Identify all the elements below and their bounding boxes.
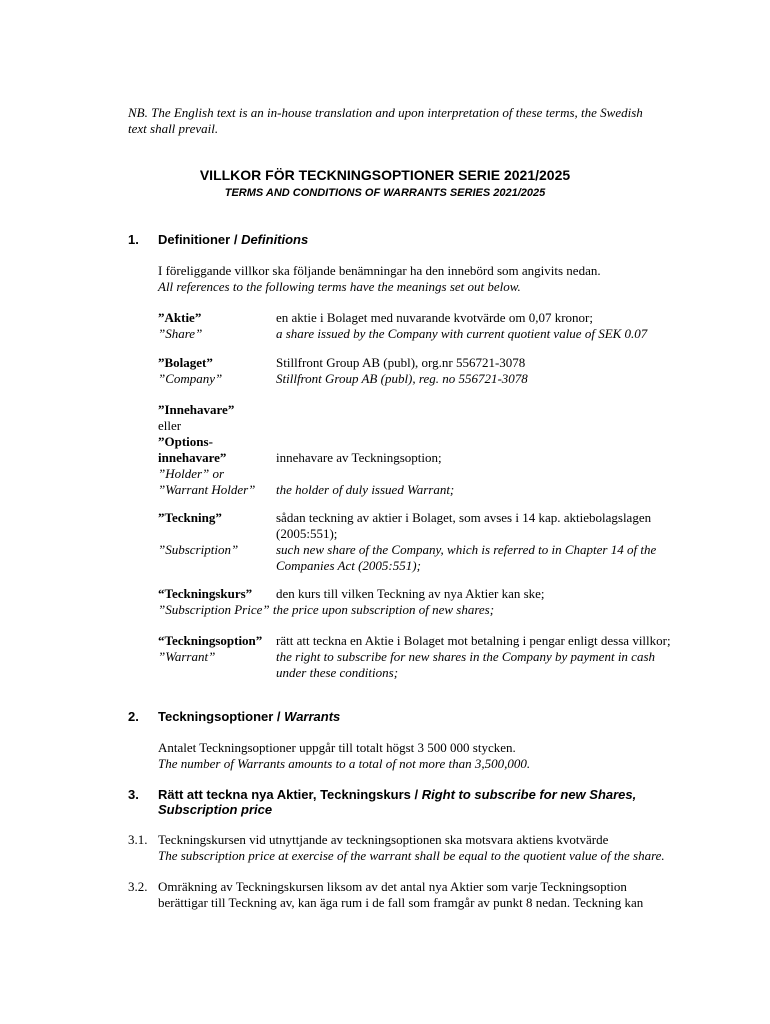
definition-swedish: en aktie i Bolaget med nuvarande kvotvärde om 0,07 kronor; [276,310,593,325]
section-2-text [158,740,728,772]
definition-teckningskurs [276,586,726,602]
definition-bolaget [276,355,726,387]
definition-english-2: Companies Act (2005:551); [276,558,421,573]
document-title-english: TERMS AND CONDITIONS OF WARRANTS SERIES 2021/2025 [224,187,546,199]
term-english: ”Warrant” [158,649,216,664]
subsection-3-1-english: The subscription price at exercise of the warrant shall be equal to the quotient value of the share. [158,848,665,863]
definition-swedish: innehavare av Teckningsoption; [276,450,442,465]
section-2-title-en: Warrants [284,709,341,724]
definition-swedish: Stillfront Group AB (publ), org.nr 556721-3078 [276,355,526,370]
term-eller: eller [158,418,182,433]
definition-aktie [276,310,726,342]
definition-english: the holder of duly issued Warrant; [276,482,455,497]
term-swedish: ”Bolaget” [158,355,213,370]
definition-english-1: such new share of the Company, which is referred to in Chapter 14 of the [276,542,657,557]
term-optionsinnehavare-a: ”Options- [158,434,213,449]
term-swedish: “Teckningskurs” [158,586,253,601]
definition-innehavare [276,450,726,498]
term-english: ”Share” [158,326,203,341]
intro-english: All references to the following terms have the meanings set out below. [158,279,521,294]
section-1-title-en: Definitions [241,232,309,247]
section-1-heading [158,232,718,247]
section-2-number: 2. [128,709,139,724]
section-1-title-sv: Definitioner / [158,232,242,247]
definition-teckningsoption [276,633,726,681]
section-3-number: 3. [128,787,139,802]
definition-english: a share issued by the Company with current quotient value of SEK 0.07 [276,326,648,341]
section-3-heading [158,787,718,817]
term-english: ”Company” [158,371,223,386]
definition-swedish: rätt att teckna en Aktie i Bolaget mot betalning i pengar enligt dessa villkor; [276,633,671,648]
term-swedish: ”Aktie” [158,310,202,325]
section-3-title-en-1: Right to subscribe for new Shares, [421,787,637,802]
term-aktie [158,310,276,342]
note-line-2: text shall prevail. [128,121,219,136]
subsection-3-2-text [158,879,728,911]
subscription-price-line: ”Subscription Price” the price upon subscription of new shares; [158,602,495,617]
subsection-3-1-text [158,832,728,864]
translation-note [128,105,728,137]
definition-english-2: under these conditions; [276,665,399,680]
term-swedish: ”Teckning” [158,510,222,525]
definition-english-1: the right to subscribe for new shares in the Company by payment in cash [276,649,656,664]
section-3-title-en-2: Subscription price [158,802,273,817]
note-line-1: NB. The English text is an in-house translation and upon interpretation of these terms, the Swedish [128,105,643,120]
section-1-intro [158,263,728,295]
section-2-heading [158,709,718,724]
term-teckningsoption [158,633,276,665]
term-warrant-holder-en: ”Warrant Holder” [158,482,256,497]
term-innehavare [158,402,276,498]
term-innehavare-sv: ”Innehavare” [158,402,235,417]
term-teckning [158,510,276,558]
definition-english: Stillfront Group AB (publ), reg. no 556721-3078 [276,371,528,386]
term-english: ”Subscription” [158,542,239,557]
definition-swedish-2: (2005:551); [276,526,338,541]
section-1-number: 1. [128,232,139,247]
subsection-3-2-number: 3.2. [128,879,148,894]
section-2-title-sv: Teckningsoptioner / [158,709,285,724]
intro-swedish: I föreliggande villkor ska följande benämningar ha den innebörd som angivits nedan. [158,263,601,278]
subsection-3-1-number: 3.1. [128,832,148,847]
term-holder-en: ”Holder” or [158,466,225,481]
term-optionsinnehavare-b: innehavare” [158,450,227,465]
term-swedish: “Teckningsoption” [158,633,263,648]
section-3-title-sv: Rätt att teckna nya Aktier, Teckningskurs / [158,787,422,802]
subsection-3-2-line-1: Omräkning av Teckningskursen liksom av det antal nya Aktier som varje Teckningsoption [158,879,627,894]
definition-swedish: den kurs till vilken Teckning av nya Aktier kan ske; [276,586,545,601]
term-teckningskurs [158,586,276,602]
warrants-text-swedish: Antalet Teckningsoptioner uppgår till totalt högst 3 500 000 stycken. [158,740,516,755]
definition-swedish-1: sådan teckning av aktier i Bolaget, som avses i 14 kap. aktiebolagslagen [276,510,652,525]
term-bolaget [158,355,276,387]
document-title-swedish: VILLKOR FÖR TECKNINGSOPTIONER SERIE 2021/2025 [199,167,571,183]
subsection-3-1-swedish: Teckningskursen vid utnyttjande av teckningsoptionen ska motsvara aktiens kvotvärde [158,832,609,847]
subsection-3-2-line-2: berättigar till Teckning av, kan äga rum i de fall som framgår av punkt 8 nedan. Teckning kan [158,895,644,910]
definition-teckning [276,510,726,574]
warrants-text-english: The number of Warrants amounts to a total of not more than 3,500,000. [158,756,531,771]
